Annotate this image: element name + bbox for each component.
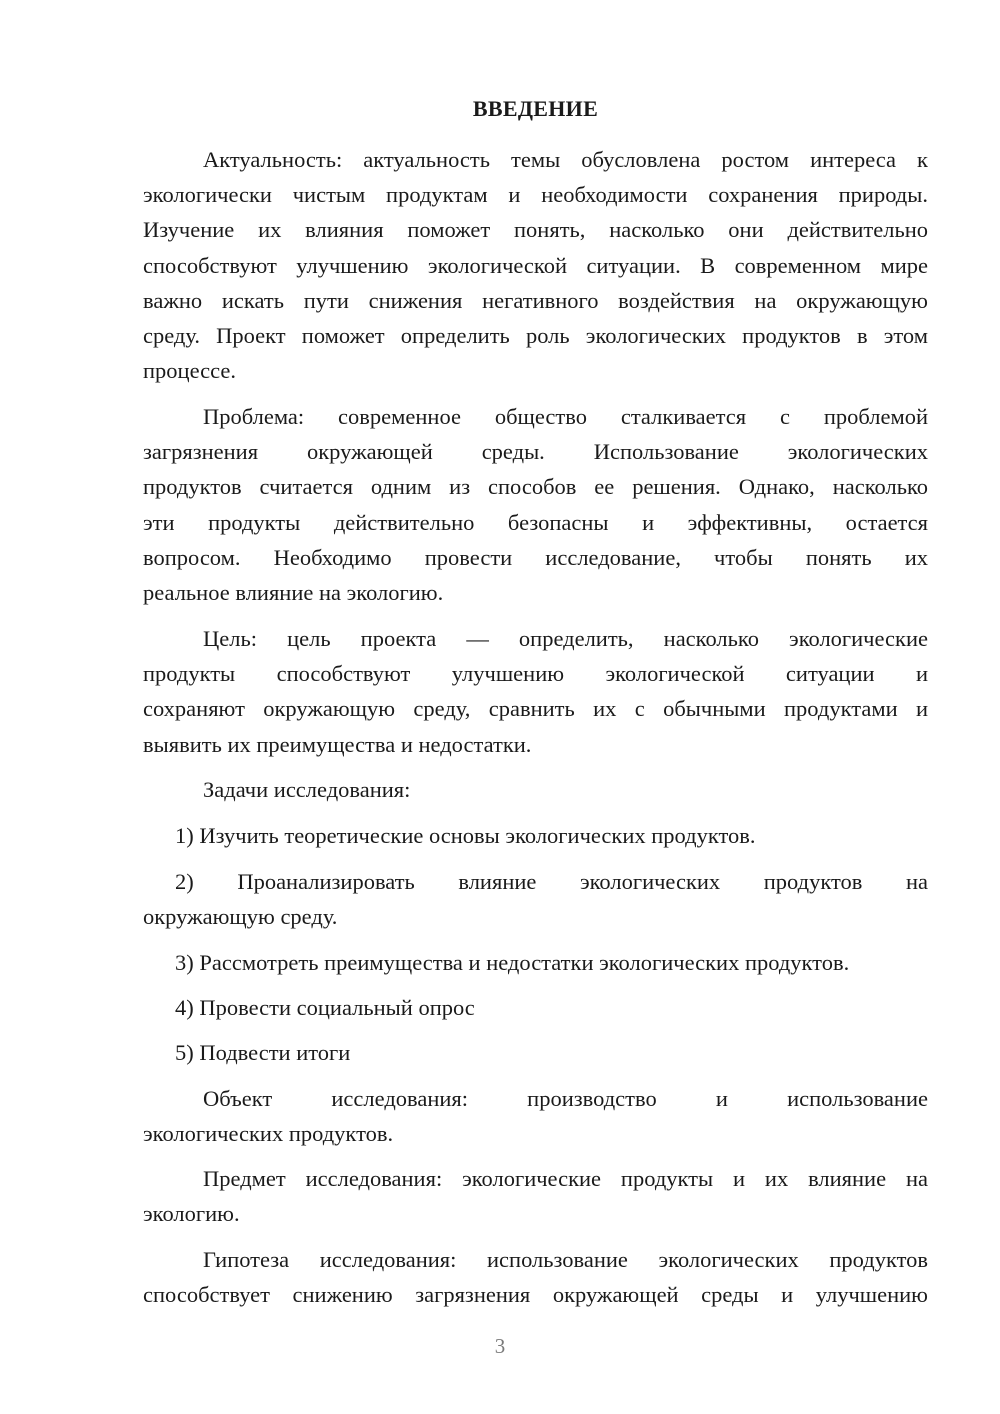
text-line: способствует снижению загрязнения окружающей среды и улучшению xyxy=(143,1282,928,1308)
text-line: эти продукты действительно безопасны и эффективны, остается xyxy=(143,509,928,535)
text-line: вопросом. Необходимо провести исследование, чтобы понять их xyxy=(143,544,928,570)
task-item-4: 4) Провести социальный опрос xyxy=(175,995,475,1020)
text-line: Гипотеза исследования: использование экологических продуктов xyxy=(203,1247,928,1272)
text-line: продуктов считается одним из способов ее решения. Однако, насколько xyxy=(143,474,928,500)
task-item-5: 5) Подвести итоги xyxy=(175,1040,351,1065)
task-item-1: 1) Изучить теоретические основы экологических продуктов. xyxy=(175,823,756,848)
task-item-2 xyxy=(143,864,928,934)
text-line: важно искать пути снижения негативного воздействия на окружающую xyxy=(143,287,928,313)
text-line: окружающую среду. xyxy=(143,904,338,930)
relevance-paragraph xyxy=(143,142,928,388)
text-line: экологических продуктов. xyxy=(143,1121,394,1147)
text-line: выявить их преимущества и недостатки. xyxy=(143,731,532,757)
text-line: загрязнения окружающей среды. Использование экологических xyxy=(143,439,928,465)
hypothesis-paragraph xyxy=(143,1242,928,1312)
page-number: 3 xyxy=(494,1334,506,1358)
page-title: ВВЕДЕНИЕ xyxy=(472,96,599,121)
tasks-heading: Задачи исследования: xyxy=(203,777,411,802)
text-line: 2) Проанализировать влияние экологических продуктов на xyxy=(175,869,928,894)
text-line: сохраняют окружающую среду, сравнить их с обычными продуктами и xyxy=(143,696,928,722)
object-paragraph xyxy=(143,1081,928,1151)
text-line: экологически чистым продуктам и необходимости сохранения природы. xyxy=(143,182,928,208)
text-line: Проблема: современное общество сталкивается с проблемой xyxy=(203,404,928,429)
task-item-3: 3) Рассмотреть преимущества и недостатки экологических продуктов. xyxy=(175,950,850,975)
text-line: Объект исследования: производство и использование xyxy=(203,1086,928,1111)
text-line: Цель: цель проекта — определить, насколько экологические xyxy=(203,626,928,651)
text-line: продукты способствуют улучшению экологической ситуации и xyxy=(143,661,928,687)
goal-paragraph xyxy=(143,621,928,762)
problem-paragraph xyxy=(143,399,928,610)
text-line: Актуальность: актуальность темы обусловлена ростом интереса к xyxy=(203,147,928,172)
text-line: способствуют улучшению экологической ситуации. В современном мире xyxy=(143,252,928,278)
text-line: реальное влияние на экологию. xyxy=(143,580,444,606)
text-line: процессе. xyxy=(143,358,236,384)
text-line: Изучение их влияния поможет понять, насколько они действительно xyxy=(143,217,928,243)
subject-paragraph xyxy=(143,1161,928,1231)
text-line: среду. Проект поможет определить роль экологических продуктов в этом xyxy=(143,323,928,349)
text-line: Предмет исследования: экологические продукты и их влияние на xyxy=(203,1166,928,1191)
text-line: экологию. xyxy=(143,1201,240,1227)
